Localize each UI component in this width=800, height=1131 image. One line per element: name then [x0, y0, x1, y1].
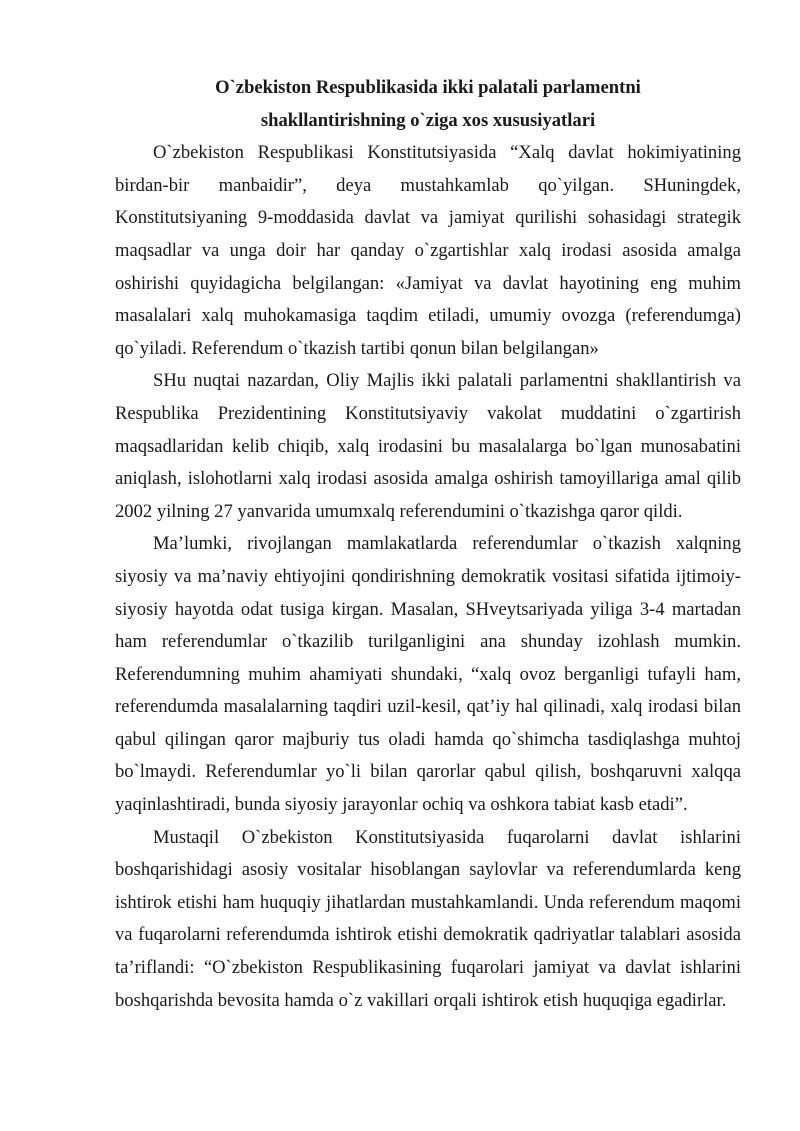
document-title-line-1: O`zbekiston Respublikasida ikki palatali parlamentni: [215, 77, 641, 98]
paragraph-2: SHu nuqtai nazardan, Oliy Majlis ikki palatali parlamentni shakllantirish va Respublika Prezidentining Konstitutsiyaviy vakolat muddatini o`zgartirish maqsadlaridan kelib chiqib, xalq irodasini bu masalalarga bo`lgan munosabatini aniqlash, islohotlarni xalq irodasi asosida amalga oshirish tamoyillariga amal qilib 2002 yilning 27 yanvarida umumxalq referendumini o`tkazishga qaror qildi.: [115, 370, 741, 522]
paragraph-1: O`zbekiston Respublikasi Konstitutsiyasida “Xalq davlat hokimiyatining birdan-bir manbaidir”, deya mustahkamlab qo`yilgan. SHuningdek, Konstitutsiyaning 9-moddasida davlat va jamiyat qurilishi sohasidagi strategik maqsadlar va unga doir har qanday o`zgartishlar xalq irodasi asosida amalga oshirishi quyidagicha belgilangan: «Jamiyat va davlat hayotining eng muhim masalalari xalq muhokamasiga taqdim etiladi, umumiy ovozga (referendumga) qo`yiladi. Referendum o`tkazish tartibi qonun bilan belgilangan»: [115, 142, 741, 359]
paragraph-4: Mustaqil O`zbekiston Konstitutsiyasida fuqarolarni davlat ishlarini boshqarishidagi asosiy vositalar hisoblangan saylovlar va referendumlarda keng ishtirok etishi ham huquqiy jihatlardan mustahkamlandi. Unda referendum maqomi va fuqarolarni referendumda ishtirok etishi demokratik qadriyatlar talablari asosida ta’riflandi: “O`zbekiston Respublikasining fuqarolari jamiyat va davlat ishlarini boshqarishda bevosita hamda o`z vakillari orqali ishtirok etish huquqiga egadirlar.: [115, 826, 741, 1011]
document-title-line-2: shakllantirishning o`ziga xos xususiyatlari: [260, 109, 596, 131]
document-page: [115, 72, 741, 1017]
paragraph-3: Ma’lumki, rivojlangan mamlakatlarda referendumlar o`tkazish xalqning siyosiy va ma’naviy ehtiyojini qondirishning demokratik vositasi sifatida ijtimoiy-siyosiy hayotda odat tusiga kirgan. Masalan, SHveytsariyada yiliga 3-4 martadan ham referendumlar o`tkazilib turilganligini ana shunday izohlash mumkin. Referendumning muhim ahamiyati shundaki, “xalq ovoz berganligi tufayli ham, referendumda masalalarning taqdiri uzil-kesil, qat’iy hal qilinadi, xalq irodasi bilan qabul qilingan qaror majburiy tus oladi hamda qo`shimcha tasdiqlashga muhtoj bo`lmaydi. Referendumlar yo`li bilan qarorlar qabul qilish, boshqaruvni xalqqa yaqinlashtiradi, bunda siyosiy jarayonlar ochiq va oshkora tabiat kasb etadi”.: [115, 533, 741, 816]
